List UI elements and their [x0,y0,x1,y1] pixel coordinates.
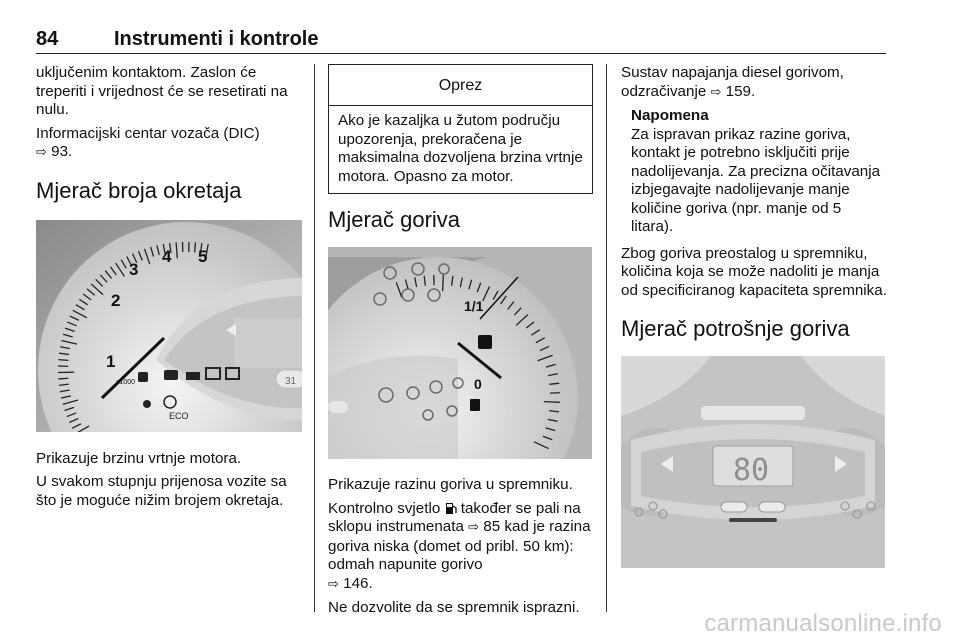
fuel-pump-icon [445,501,457,515]
watermark: carmanualsonline.info [704,610,942,637]
dial-tick [58,359,68,360]
fuel-label-full: 1/1 [464,298,484,314]
tachometer-caption-1: Prikazuje brzinu vrtnje motora. [36,449,242,467]
eco-label: ECO [169,410,189,421]
column-divider-1 [314,64,315,612]
dial-tick [544,402,560,403]
dial-tick [58,378,68,379]
fuel-lamp-icon [138,372,148,382]
fuel-caption-2: Kontrolno svjetlo također se pali na sklopu instrumenata ⇨ 85 kad je razina goriva niska (domet od pribl. 50 km): odmah napunite gorivo ⇨ 146. [328,499,591,592]
caution-text: Ako je kazaljka u žutom području upozorenja, prekoračena je maksimalna dozvoljena brzina vrtnje motora. Opasno za motor. [338,112,583,185]
column-1 [36,64,302,515]
fuel-gauge-image [328,247,592,459]
service-icon [143,400,151,408]
fuel-caption-1: Prikazuje razinu goriva u spremniku. [328,476,573,493]
fuel-pump-icon [478,335,492,349]
tachometer-caption-2: U svakom stupnju prijenosa vozite sa što je moguće nižim brojem okretaja. [36,473,287,509]
section-title: Instrumenti i kontrole [114,28,319,50]
fuel-low-icon [470,399,480,411]
dic-page-ref: 93. [51,143,73,160]
tachometer-heading: Mjerač broja okretaja [36,177,242,203]
oil-lamp-icon [164,370,178,380]
tach-label-1: 1 [106,351,116,371]
tach-label-2: 2 [111,290,121,310]
tachometer-image [36,220,302,432]
xref-arrow-icon: ⇨ [36,145,47,160]
consumption-heading: Mjerač potrošnje goriva [621,316,850,341]
xref-arrow-icon: ⇨ [328,576,339,592]
note-block [621,107,887,237]
tank-paragraph: Zbog goriva preostalog u spremniku, količina koja se može nadoliti je manja od specificiranog kapaciteta spremnika. [621,244,887,299]
consumption-digits: 80 [733,453,770,488]
page-header [36,28,886,54]
caution-box [328,64,593,194]
note-title: Napomena [631,107,709,124]
dic-reference: Informacijski centar vozača (DIC) ⇨ 93. [36,124,260,160]
tach-unit-label: x1000 [116,378,136,386]
xref-arrow-icon: ⇨ [710,84,722,100]
xref-arrow-icon: ⇨ [468,520,480,535]
odo-label: 31 [285,375,297,387]
caution-title: Oprez [329,65,592,106]
fuel-label-empty: 0 [474,376,482,392]
note-text: Za ispravan prikaz razine goriva, kontakt je potrebno isključiti prije nadolijevanja. Za precizna očitavanja izbjegavajte nadolijevanje manje količine goriva (npr. manje od 5 litara). [631,125,881,235]
dial-tick [195,242,196,252]
dial-tick [443,275,444,291]
tach-label-4: 4 [162,246,172,266]
diesel-reference: Sustav napajanja diesel gorivom, odzračivanje ⇨ 159. [621,64,844,100]
column-3 [621,64,887,568]
intro-paragraph: uključenim kontaktom. Zaslon će treperiti i vrijednost će se resetirati na nulu. [36,64,288,118]
oil-can-icon [186,372,200,380]
fuel-caption-3: Ne dozvolite da se spremnik isprazni. [328,599,580,616]
column-divider-2 [606,64,607,612]
tach-label-5: 5 [198,246,208,266]
fuel-gauge-heading: Mjerač goriva [328,207,461,232]
consumption-display-image [621,356,885,568]
column-2 [328,64,593,623]
page-number: 84 [36,28,59,50]
tach-label-3: 3 [129,259,139,279]
